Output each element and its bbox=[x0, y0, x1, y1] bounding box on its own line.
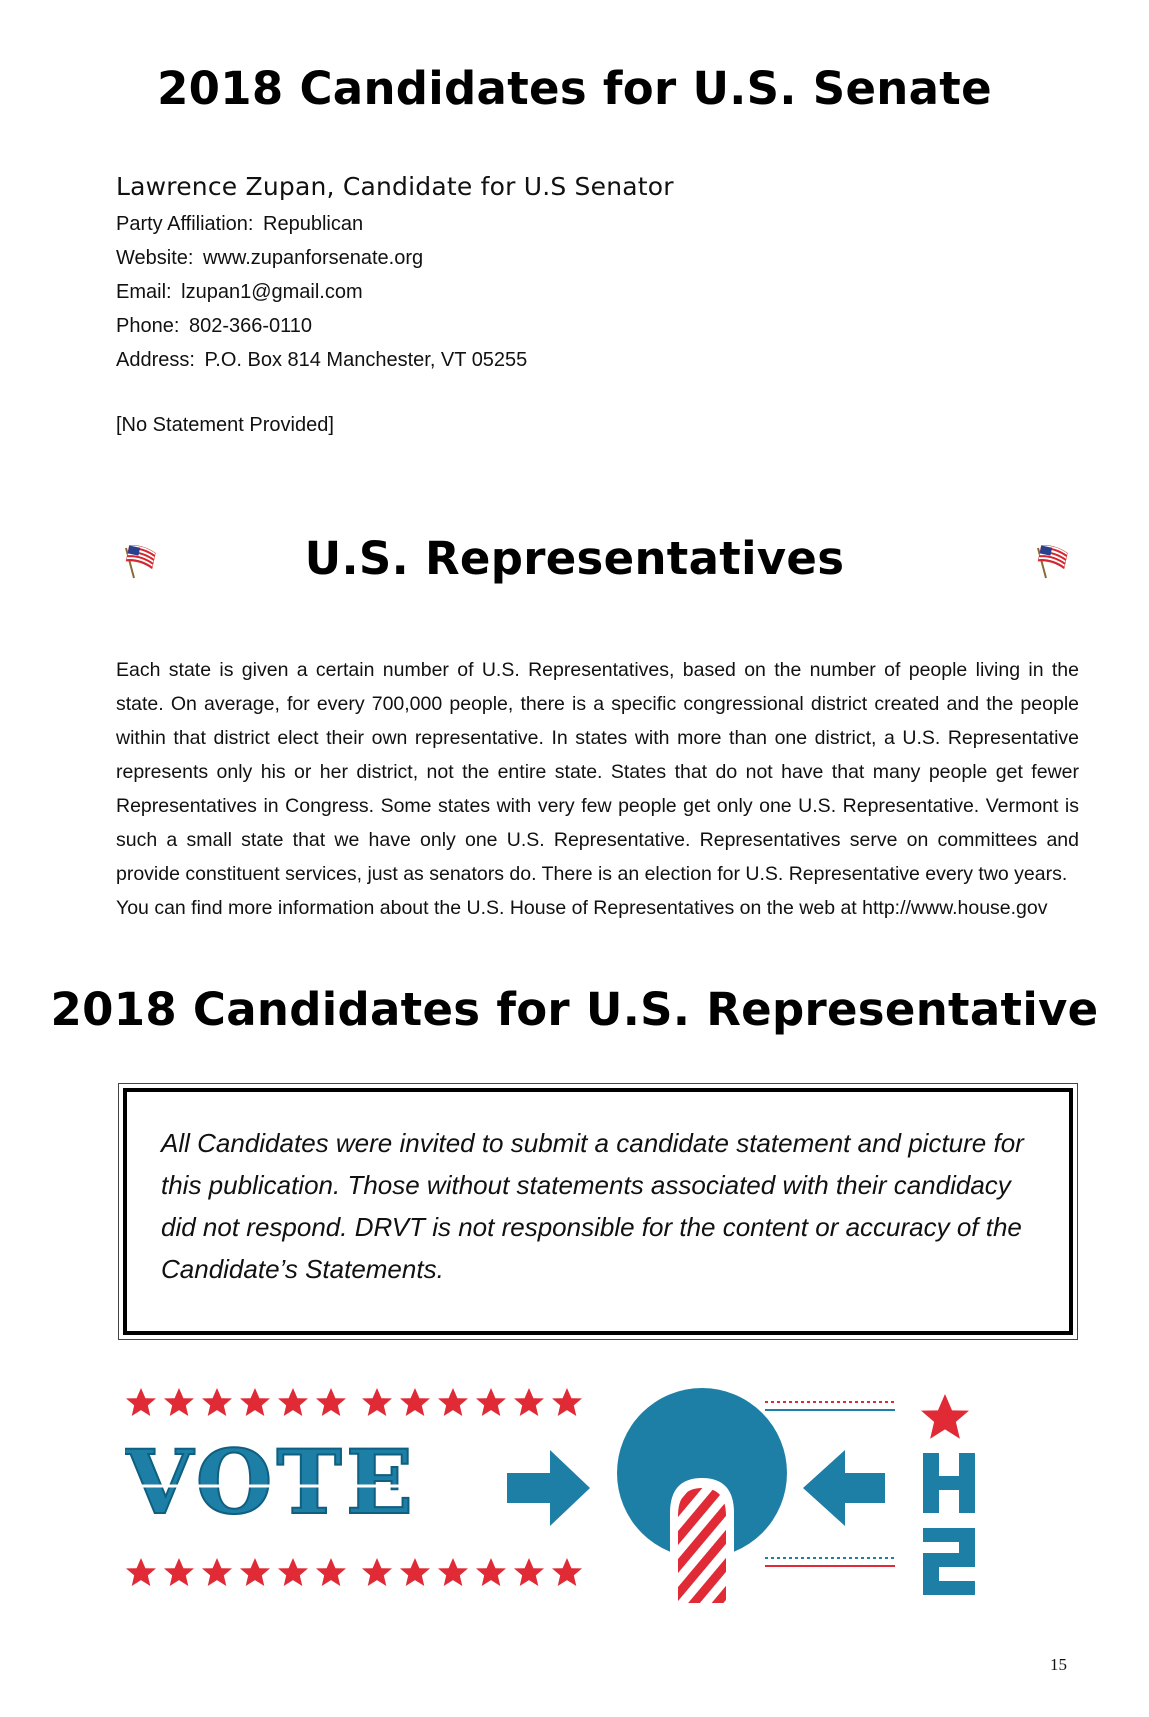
vote-banner-graphic bbox=[125, 1378, 1050, 1603]
candidate-address-row bbox=[116, 343, 1016, 377]
candidate-name: Lawrence Zupan, Candidate for U.S Senator bbox=[116, 172, 674, 201]
senate-section-title: 2018 Candidates for U.S. Senate bbox=[157, 62, 992, 115]
disclaimer-box bbox=[118, 1083, 1078, 1340]
address-label: Address: bbox=[116, 349, 195, 371]
house-info-line: You can find more information about the U.S. House of Representatives on the web at http://www.house.gov bbox=[116, 897, 1048, 919]
star-row-bottom bbox=[126, 1558, 582, 1586]
disclaimer-text: All Candidates were invited to submit a candidate statement and picture for this publication. Those without statements associated with their candidacy did not respond. DRVT is not responsible for the content or accuracy of the Candidate’s Statements. bbox=[161, 1128, 1024, 1284]
disclaimer-inner-border bbox=[123, 1088, 1073, 1335]
website-label: Website: bbox=[116, 247, 194, 269]
star-row-top bbox=[126, 1388, 582, 1416]
party-label: Party Affiliation: bbox=[116, 213, 254, 235]
right-arrow-icon bbox=[507, 1450, 590, 1526]
address-value: P.O. Box 814 Manchester, VT 05255 bbox=[204, 349, 528, 371]
email-link[interactable]: lzupan1@gmail.com bbox=[181, 281, 363, 303]
website-link[interactable]: www.zupanforsenate.org bbox=[203, 247, 424, 269]
left-arrow-icon bbox=[803, 1450, 885, 1526]
rep-candidates-section-title: 2018 Candidates for U.S. Representative bbox=[50, 983, 1099, 1036]
candidate-statement: [No Statement Provided] bbox=[116, 414, 334, 436]
page-number: 15 bbox=[1050, 1655, 1067, 1674]
candidate-phone-row bbox=[116, 309, 1016, 343]
party-value: Republican bbox=[263, 213, 364, 235]
representatives-description: Each state is given a certain number of U.S. Representatives, based on the number of people living in the state. On average, for every 700,000 people, there is a specific congressional district created and the people within that district elect their own representative. In states with more than one district, a U.S. Representative represents only his or her district, not the entire state. States that do not have that many people get fewer Representatives in Congress. Some states with very few people get only one U.S. Representative. Vermont is such a small state that we have only one U.S. Representative. Representatives serve on committees and provide constituent services, just as senators do. There is an election for U.S. Representative every two years. bbox=[116, 659, 1079, 885]
senate-candidate-card bbox=[116, 172, 1016, 377]
us-flag-icon bbox=[1032, 542, 1072, 582]
email-label: Email: bbox=[116, 281, 172, 303]
phone-value: 802-366-0110 bbox=[188, 315, 313, 337]
candidate-website-row bbox=[116, 241, 1016, 275]
candidate-email-row bbox=[116, 275, 1016, 309]
representatives-section-title: U.S. Representatives bbox=[304, 532, 845, 585]
vote-word: VOTE bbox=[125, 1430, 417, 1534]
candidate-party-row bbox=[116, 207, 1016, 241]
phone-label: Phone: bbox=[116, 315, 180, 337]
